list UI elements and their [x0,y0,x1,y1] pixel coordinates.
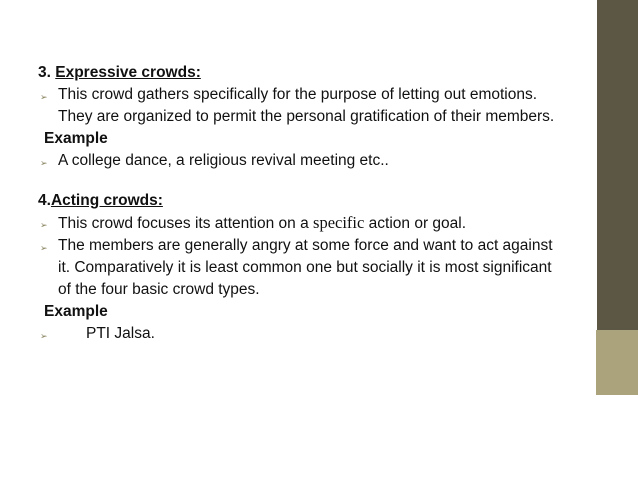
arrow-bullet-icon: ➢ [40,92,48,102]
section-3-example-label: Example [44,130,108,147]
section-4-heading [38,190,558,212]
bullet-text: A college dance, a religious revival meeting etc.. [58,152,389,169]
side-bar-light-block [596,395,638,479]
bullet-text-post: action or goal. [364,215,467,232]
section-4-bullet-2 [38,235,558,301]
arrow-bullet-icon: ➢ [40,158,48,168]
side-decorative-bar [596,0,638,479]
arrow-bullet-icon: ➢ [40,220,48,230]
spacer [38,172,558,190]
section-3-bullet-1 [38,84,558,128]
bullet-text: PTI Jalsa. [86,325,155,342]
section-4-bullet-1 [38,212,558,235]
bullet-text: The members are generally angry at some force and want to act against it. Comparatively it is least common one but socially it is most significant of the four basic crowd types. [58,237,553,298]
section-3-number: 3. [38,64,51,81]
section-3-title: Expressive crowds: [55,64,201,81]
section-4-example-bullet [38,323,558,345]
bullet-text-specific: specific [313,213,365,232]
bullet-text-pre: This crowd focuses its attention on a [58,215,314,232]
section-3-example-bullet [38,150,558,172]
section-4-number: 4. [38,192,51,209]
arrow-bullet-icon: ➢ [40,331,48,341]
section-4-title: Acting crowds: [50,192,163,209]
bullet-text: This crowd gathers specifically for the purpose of letting out emotions. They are organized to permit the personal gratification of their members. [58,86,555,125]
section-4-example-label: Example [44,303,108,320]
side-bar-accent-block [596,330,638,395]
section-3-heading [38,62,558,84]
arrow-bullet-icon: ➢ [40,243,48,253]
slide-content [38,62,558,345]
